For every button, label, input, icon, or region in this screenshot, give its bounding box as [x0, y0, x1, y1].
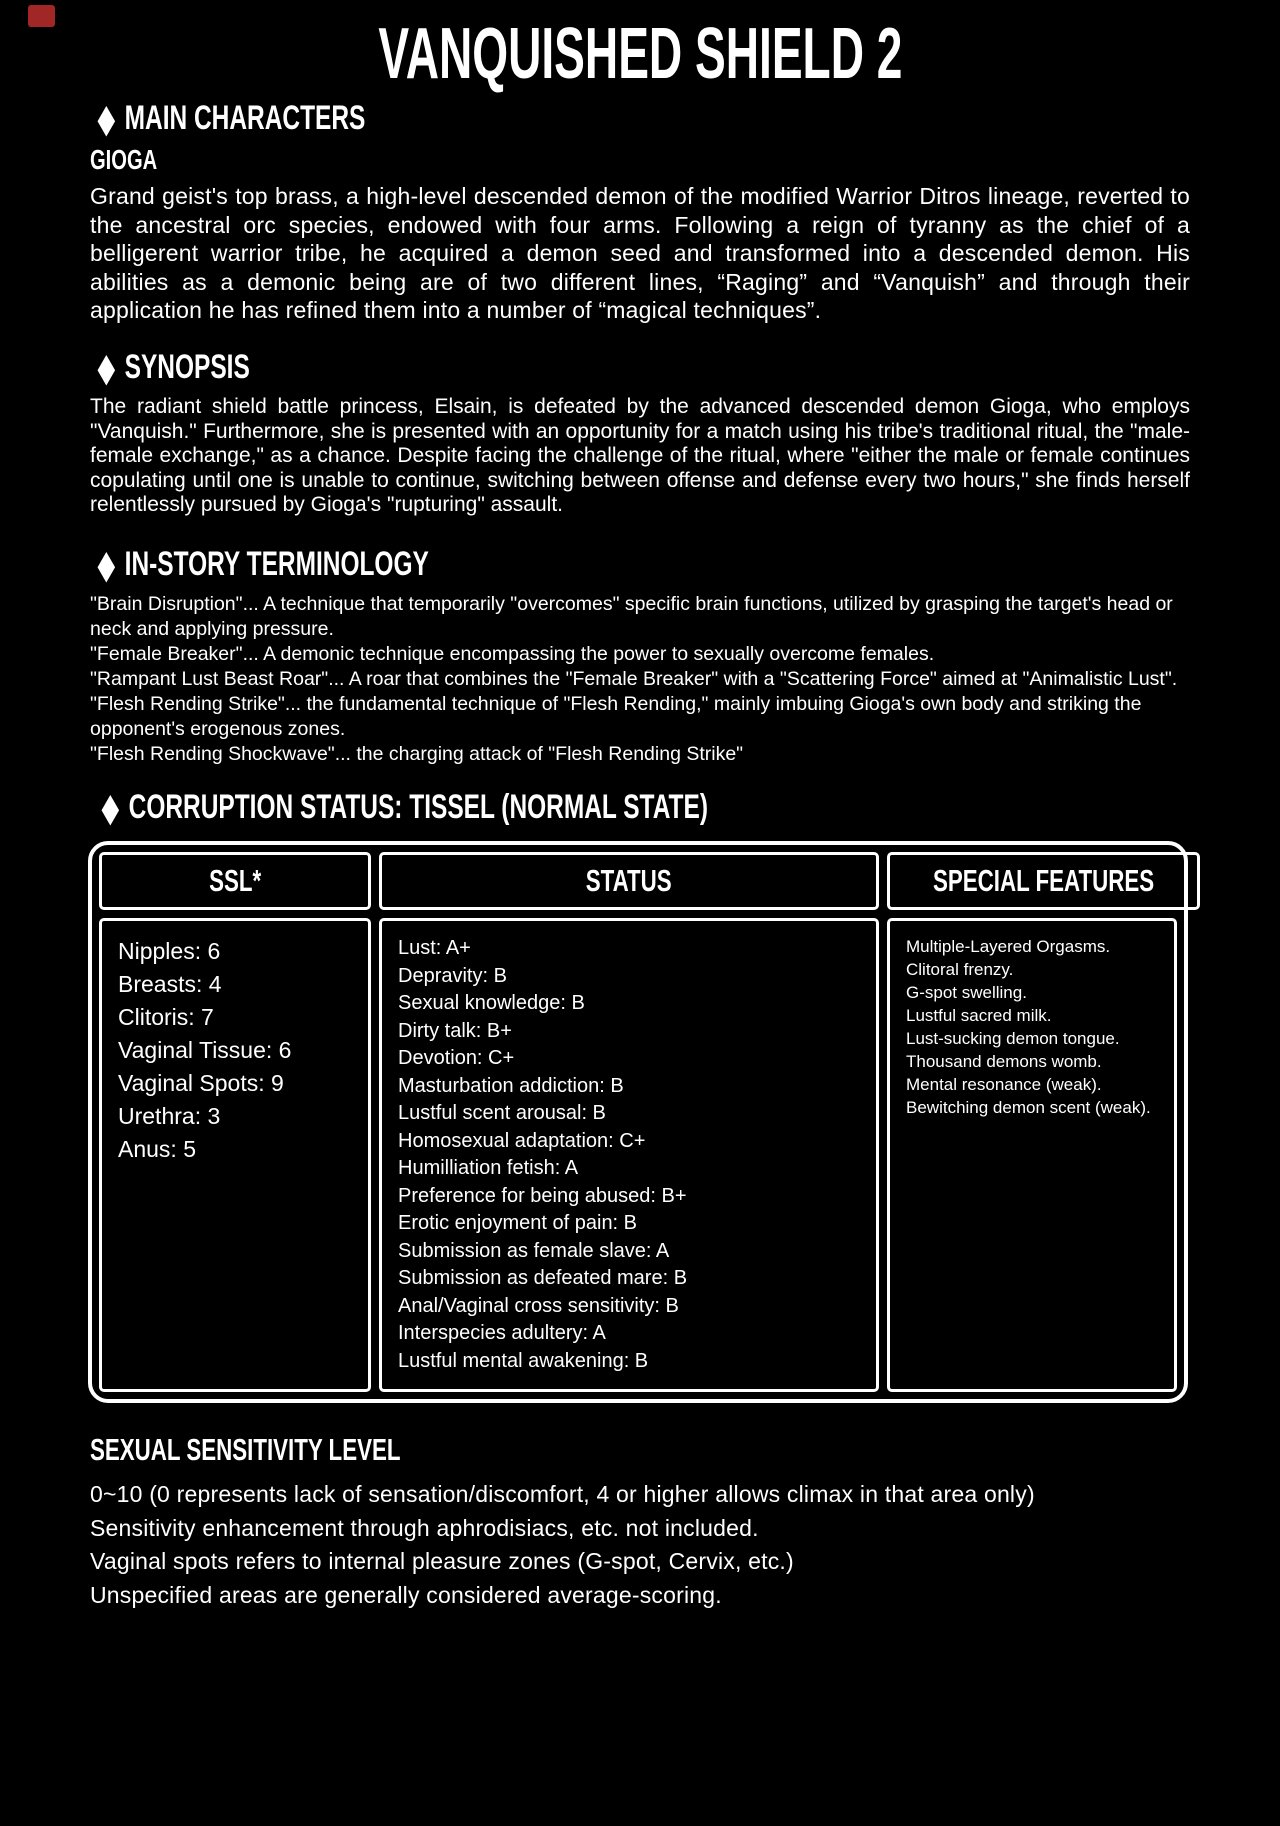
- section-heading-sensitivity: SEXUAL SENSITIVITY LEVEL: [90, 1432, 401, 1468]
- list-item: Lustful sacred milk.: [906, 1006, 1052, 1026]
- list-item: Clitoris: 7: [118, 1004, 214, 1031]
- synopsis-body: The radiant shield battle princess, Elsain, is defeated by the advanced descended demon Gioga, who employs "Vanquish." Furthermore, she is presented with an opportunity for a match using his tribe's traditional ritual, the "male-female exchange," as a chance. Despite facing the challenge of the ritual, where "either the male or female continues copulating until one is unable to continue, switching between offense and defense every two hours," she finds herself relentlessly pursued by Gioga's "rupturing" assault.: [90, 395, 1190, 517]
- corner-red-mark: [28, 5, 55, 27]
- list-item: Lustful scent arousal: B: [398, 1102, 606, 1125]
- main-characters-heading-label: MAIN CHARACTERS: [124, 99, 366, 137]
- list-item: Thousand demons womb.: [906, 1052, 1102, 1072]
- terminology-entries: [90, 592, 1190, 767]
- sensitivity-notes: [90, 1478, 1190, 1612]
- list-item: 0~10 (0 represents lack of sensation/discomfort, 4 or higher allows climax in that area only): [90, 1481, 1035, 1508]
- list-item: Devotion: C+: [398, 1047, 515, 1070]
- list-item: Unspecified areas are generally considered average-scoring.: [90, 1581, 722, 1608]
- column-header-status: STATUS: [379, 852, 879, 910]
- section-heading-synopsis: [98, 347, 1190, 389]
- list-item: Bewitching demon scent (weak).: [906, 1098, 1151, 1118]
- list-item: Submission as female slave: A: [398, 1239, 670, 1262]
- ssl-cell: [99, 918, 371, 1392]
- list-item: Lustful mental awakening: B: [398, 1349, 649, 1372]
- table-body-row: [99, 918, 1177, 1392]
- section-heading-main-characters: [98, 98, 1190, 140]
- list-item: Clitoral frenzy.: [906, 960, 1014, 980]
- synopsis-heading-label: SYNOPSIS: [124, 347, 250, 386]
- page-title: VANQUISHED SHIELD 2: [377, 14, 903, 94]
- section-heading-corruption-status: [102, 787, 1190, 829]
- list-item: Breasts: 4: [118, 971, 222, 998]
- diamond-icon: ◆: [98, 347, 115, 389]
- list-item: Humilliation fetish: A: [398, 1157, 579, 1180]
- diamond-icon: ◆: [98, 98, 115, 140]
- character-name-heading: GIOGA: [90, 144, 158, 176]
- list-item: Anal/Vaginal cross sensitivity: B: [398, 1294, 679, 1317]
- list-item: Nipples: 6: [118, 938, 221, 965]
- list-item: Preference for being abused: B+: [398, 1184, 687, 1207]
- list-item: Masturbation addiction: B: [398, 1074, 624, 1097]
- special-features-cell: [887, 918, 1177, 1392]
- diamond-icon: ◆: [98, 544, 115, 586]
- list-item: "Brain Disruption"... A technique that temporarily "overcomes" specific brain functions, utilized by grasping the target's head or neck and applying pressure.: [90, 592, 1173, 640]
- list-item: Anus: 5: [118, 1136, 196, 1163]
- list-item: "Flesh Rending Shockwave"... the charging attack of "Flesh Rending Strike": [90, 742, 744, 765]
- character-description: Grand geist's top brass, a high-level descended demon of the modified Warrior Ditros lineage, reverted to the ancestral orc species, endowed with four arms. Following a reign of tyranny as the chief of a belligerent warrior tribe, he acquired a demon seed and transformed into a descended demon. His abilities as a demonic being are of two different lines, “Raging” and “Vanquish” and through their application he has refined them into a number of “magical techniques”.: [90, 183, 1190, 324]
- corruption-status-heading-label: CORRUPTION STATUS: TISSEL (NORMAL STATE): [128, 787, 708, 826]
- list-item: Urethra: 3: [118, 1103, 221, 1130]
- list-item: Submission as defeated mare: B: [398, 1267, 688, 1290]
- list-item: G-spot swelling.: [906, 983, 1027, 1003]
- column-header-ssl: SSL*: [99, 852, 371, 910]
- list-item: Dirty talk: B+: [398, 1019, 512, 1042]
- list-item: Interspecies adultery: A: [398, 1322, 606, 1345]
- list-item: Lust: A+: [398, 937, 471, 960]
- column-header-special-features: SPECIAL FEATURES: [887, 852, 1200, 910]
- status-cell: [379, 918, 879, 1392]
- list-item: Multiple-Layered Orgasms.: [906, 937, 1111, 957]
- list-item: "Flesh Rending Strike"... the fundamental technique of "Flesh Rending," mainly imbuing Gioga's own body and striking the opponent's erogenous zones.: [90, 692, 1142, 740]
- list-item: Depravity: B: [398, 964, 507, 987]
- list-item: Sensitivity enhancement through aphrodisiacs, etc. not included.: [90, 1514, 759, 1541]
- list-item: Erotic enjoyment of pain: B: [398, 1212, 638, 1235]
- list-item: Vaginal Tissue: 6: [118, 1037, 292, 1064]
- list-item: "Female Breaker"... A demonic technique encompassing the power to sexually overcome females.: [90, 642, 935, 665]
- list-item: Vaginal spots refers to internal pleasure zones (G-spot, Cervix, etc.): [90, 1548, 794, 1575]
- diamond-icon: ◆: [102, 787, 119, 829]
- section-heading-terminology: [98, 544, 1190, 586]
- list-item: Vaginal Spots: 9: [118, 1070, 284, 1097]
- list-item: Homosexual adaptation: C+: [398, 1129, 646, 1152]
- terminology-heading-label: IN-STORY TERMINOLOGY: [124, 544, 429, 583]
- corruption-status-table: [88, 841, 1188, 1403]
- list-item: "Rampant Lust Beast Roar"... A roar that combines the "Female Breaker" with a "Scattering Force" aimed at "Animalistic Lust".: [90, 667, 1178, 690]
- list-item: Sexual knowledge: B: [398, 992, 585, 1015]
- list-item: Lust-sucking demon tongue.: [906, 1029, 1120, 1049]
- table-header-row: [99, 852, 1177, 910]
- list-item: Mental resonance (weak).: [906, 1075, 1102, 1095]
